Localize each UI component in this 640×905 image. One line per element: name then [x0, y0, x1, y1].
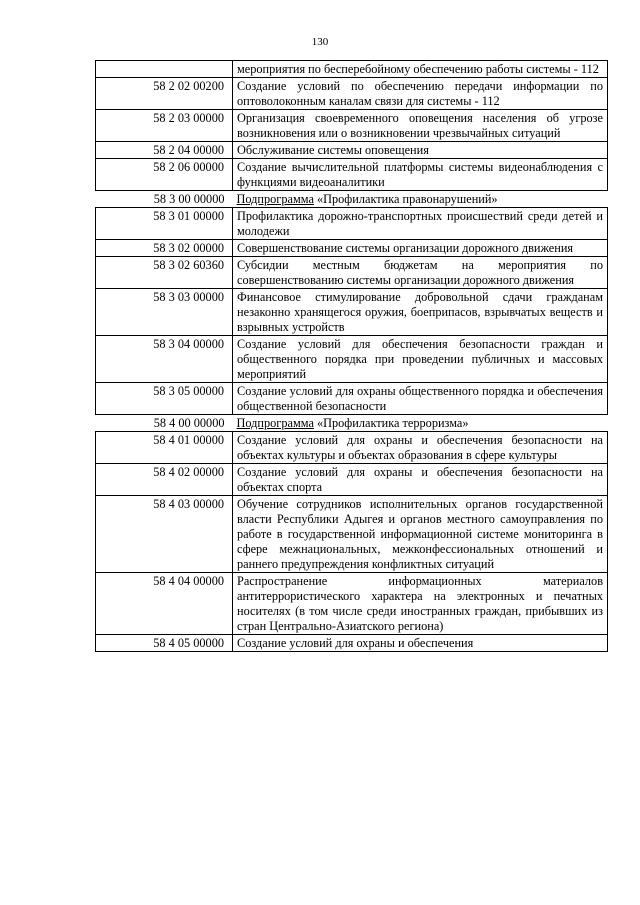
row-description: Организация своевременного оповещения населения об угрозе возникновения или о возникновении чрезвычайных ситуаций — [233, 110, 608, 142]
row-description: мероприятия по бесперебойному обеспечению работы системы - 112 — [233, 61, 608, 78]
table-row — [96, 208, 608, 240]
row-description: Субсидии местным бюджетам на мероприятия по совершенствованию системы организации дорожного движения — [233, 257, 608, 289]
table-row — [96, 432, 608, 464]
row-description: Создание условий для охраны и обеспечения безопасности на объектах спорта — [233, 464, 608, 496]
row-code: 58 3 04 00000 — [96, 336, 233, 383]
row-code: 58 3 01 00000 — [96, 208, 233, 240]
table-row — [96, 573, 608, 635]
table-row — [96, 635, 608, 652]
row-code: 58 4 00 00000 — [153, 416, 225, 430]
row-code: 58 3 02 00000 — [96, 240, 233, 257]
row-description: Финансовое стимулирование добровольной сдачи гражданам незаконно хранящегося оружия, боеприпасов, взрывчатых веществ и взрывных устройств — [233, 289, 608, 336]
row-code: 58 2 03 00000 — [96, 110, 233, 142]
subprogram-name: «Профилактика терроризма» — [313, 416, 469, 430]
row-description: Создание условий для охраны и обеспечения — [233, 635, 608, 652]
row-code: 58 3 02 60360 — [96, 257, 233, 289]
table-row — [96, 496, 608, 573]
row-code: 58 2 06 00000 — [96, 159, 233, 191]
row-code: 58 2 02 00200 — [96, 78, 233, 110]
subprogram-title — [233, 191, 608, 208]
row-description: Создание условий по обеспечению передачи информации по оптоволоконным каналам связи для системы - 112 — [233, 78, 608, 110]
table-row — [96, 240, 608, 257]
subprogram-row — [96, 191, 608, 208]
row-code: 58 4 03 00000 — [96, 496, 233, 573]
row-description: Создание условий для охраны общественного порядка и обеспечения общественной безопасности — [233, 383, 608, 415]
table-row — [96, 142, 608, 159]
table-row — [96, 289, 608, 336]
subprogram-name: «Профилактика правонарушений» — [313, 192, 498, 206]
table-row — [96, 257, 608, 289]
row-code: 58 4 01 00000 — [96, 432, 233, 464]
row-code: 58 4 05 00000 — [96, 635, 233, 652]
row-code: 58 3 03 00000 — [96, 289, 233, 336]
table-row — [96, 336, 608, 383]
row-description: Профилактика дорожно-транспортных происшествий среди детей и молодежи — [233, 208, 608, 240]
subprogram-row — [96, 415, 608, 432]
table-row — [96, 78, 608, 110]
row-code: 58 2 04 00000 — [96, 142, 233, 159]
row-description: Обслуживание системы оповещения — [233, 142, 608, 159]
row-code: 58 4 04 00000 — [96, 573, 233, 635]
row-code: 58 3 00 00000 — [153, 192, 225, 206]
table-row — [96, 110, 608, 142]
subprogram-title — [233, 415, 608, 432]
row-description: Создание условий для охраны и обеспечения безопасности на объектах культуры и объектах образования в сфере культуры — [233, 432, 608, 464]
row-description: Создание условий для обеспечения безопасности граждан и общественного порядка при проведении публичных и массовых мероприятий — [233, 336, 608, 383]
table-row — [96, 383, 608, 415]
row-description: Совершенствование системы организации дорожного движения — [233, 240, 608, 257]
table-body — [96, 61, 608, 652]
row-code: 58 3 05 00000 — [96, 383, 233, 415]
table-row — [96, 159, 608, 191]
table-row — [96, 61, 608, 78]
row-description: Распространение информационных материалов антитеррористического характера на электронных и печатных носителях (в том числе среди иностранных граждан, прибывших из стран Центрально-Азиатского региона) — [233, 573, 608, 635]
table-row — [96, 464, 608, 496]
budget-classification-table — [95, 60, 608, 652]
row-description: Обучение сотрудников исполнительных органов государственной власти Республики Адыгея и органов местного самоуправления по работе в государственной информационной системе мониторинга в сфере межнациональных, межконфессиональных отношений и раннего предупреждения конфликтных ситуаций — [233, 496, 608, 573]
row-code: 58 4 02 00000 — [96, 464, 233, 496]
row-code — [96, 61, 233, 78]
row-description: Создание вычислительной платформы системы видеонаблюдения с функциями видеоаналитики — [233, 159, 608, 191]
page-number: 130 — [311, 36, 329, 48]
subprogram-prefix: Подпрограмма — [236, 416, 314, 430]
subprogram-prefix: Подпрограмма — [236, 192, 314, 206]
